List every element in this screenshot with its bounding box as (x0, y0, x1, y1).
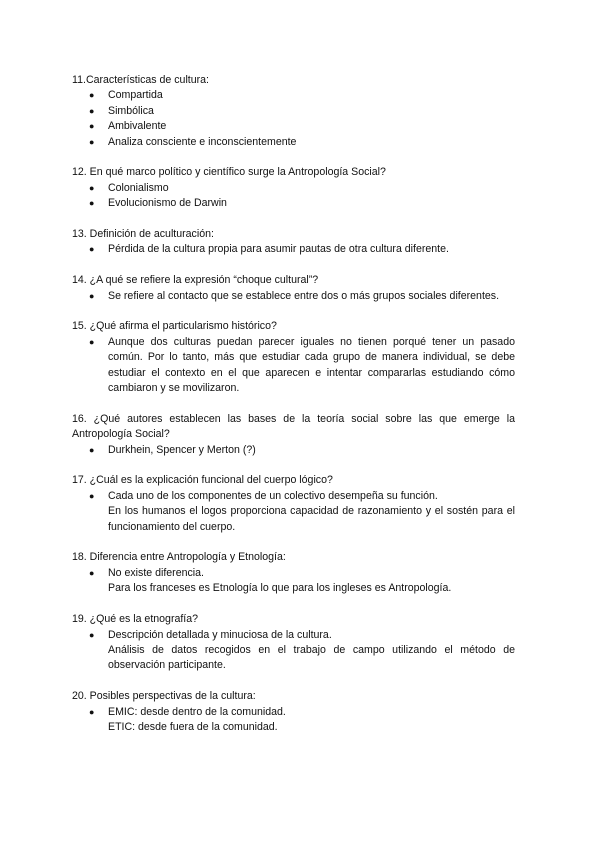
bullet-icon: ● (89, 136, 95, 147)
question-title: 14. ¿A qué se refiere la expresión “choque cultural”? (72, 274, 319, 287)
list-item-text: Evolucionismo de Darwin (108, 197, 227, 210)
bullet-icon: ● (89, 90, 95, 101)
bullet-icon: ● (89, 105, 95, 116)
question-title: 16. ¿Qué autores establecen las bases de la teoría social sobre las que emerge la Antropología Social? (72, 412, 515, 441)
list-item-text: Se refiere al contacto que se establece entre dos o más grupos sociales diferentes. (108, 289, 500, 302)
question-title: 12. En qué marco político y científico surge la Antropología Social? (72, 166, 386, 179)
list-item (72, 196, 515, 211)
list-item (72, 289, 515, 304)
question-title: 13. Definición de aculturación: (72, 228, 214, 241)
bullet-icon: ● (89, 567, 95, 578)
question-title: 17. ¿Cuál es la explicación funcional del cuerpo lógico? (72, 474, 333, 487)
bullet-icon: ● (89, 290, 95, 301)
question-16 (72, 412, 515, 458)
document-page (72, 73, 515, 751)
list-item-text: Colonialismo (108, 181, 169, 194)
question-title: 18. Diferencia entre Antropología y Etnología: (72, 551, 286, 564)
list-item (72, 119, 515, 134)
question-14 (72, 273, 515, 304)
question-17 (72, 473, 515, 535)
question-15 (72, 319, 515, 396)
question-title: 19. ¿Qué es la etnografía? (72, 613, 199, 626)
bullet-icon: ● (89, 121, 95, 132)
answer-list (72, 489, 515, 535)
list-item (72, 135, 515, 150)
question-19 (72, 612, 515, 674)
list-item-text: Pérdida de la cultura propia para asumir pautas de otra cultura diferente. (108, 243, 449, 256)
bullet-icon: ● (89, 244, 95, 255)
list-item (72, 181, 515, 196)
list-item-text: No existe diferencia. (108, 566, 204, 579)
bullet-icon: ● (89, 629, 95, 640)
list-item (72, 443, 515, 458)
question-11 (72, 73, 515, 150)
question-20 (72, 689, 515, 735)
answer-list (72, 181, 515, 212)
answer-list (72, 628, 515, 674)
answer-list (72, 566, 515, 597)
list-item (72, 489, 515, 535)
list-item-text: Aunque dos culturas puedan parecer iguales no tienen porqué tener un pasado común. Por lo tanto, más que estudiar cada grupo de manera individual, se debe estudiar el contexto en el que aparecen e intentar compararlas estudiando cómo cambiaron y se movilizaron. (108, 335, 515, 395)
question-title: 20. Posibles perspectivas de la cultura: (72, 690, 256, 703)
question-title: 15. ¿Qué afirma el particularismo histórico? (72, 320, 277, 333)
list-item (72, 566, 515, 597)
list-item-text: Simbólica (108, 104, 154, 117)
question-18 (72, 550, 515, 596)
list-item (72, 104, 515, 119)
answer-list (72, 88, 515, 150)
list-item (72, 628, 515, 674)
bullet-icon: ● (89, 444, 95, 455)
list-item (72, 705, 515, 736)
list-item-continuation: ETIC: desde fuera de la comunidad. (108, 720, 278, 733)
answer-list (72, 443, 515, 458)
bullet-icon: ● (89, 490, 95, 501)
list-item-text: EMIC: desde dentro de la comunidad. (108, 705, 286, 718)
list-item (72, 88, 515, 103)
bullet-icon: ● (89, 182, 95, 193)
list-item-continuation: Para los franceses es Etnología lo que para los ingleses es Antropología. (108, 582, 452, 595)
list-item-text: Compartida (108, 89, 163, 102)
answer-list (72, 335, 515, 397)
list-item-continuation: En los humanos el logos proporciona capacidad de razonamiento y el sostén para el funcionamiento del cuerpo. (108, 505, 515, 533)
list-item-continuation: Análisis de datos recogidos en el trabajo de campo utilizando el método de observación participante. (108, 643, 515, 672)
list-item-text: Analiza consciente e inconscientemente (108, 135, 297, 148)
answer-list (72, 242, 515, 257)
bullet-icon: ● (89, 336, 95, 347)
list-item (72, 335, 515, 397)
question-title: 11.Características de cultura: (72, 74, 209, 86)
list-item-text: Durkhein, Spencer y Merton (?) (108, 443, 256, 456)
question-13 (72, 227, 515, 258)
bullet-icon: ● (89, 706, 95, 717)
bullet-icon: ● (89, 198, 95, 209)
list-item-text: Cada uno de los componentes de un colectivo desempeña su función. (108, 489, 438, 502)
list-item (72, 242, 515, 257)
list-item-text: Ambivalente (108, 120, 167, 133)
list-item-text: Descripción detallada y minuciosa de la cultura. (108, 628, 332, 641)
answer-list (72, 705, 515, 736)
answer-list (72, 289, 515, 304)
question-12 (72, 165, 515, 211)
